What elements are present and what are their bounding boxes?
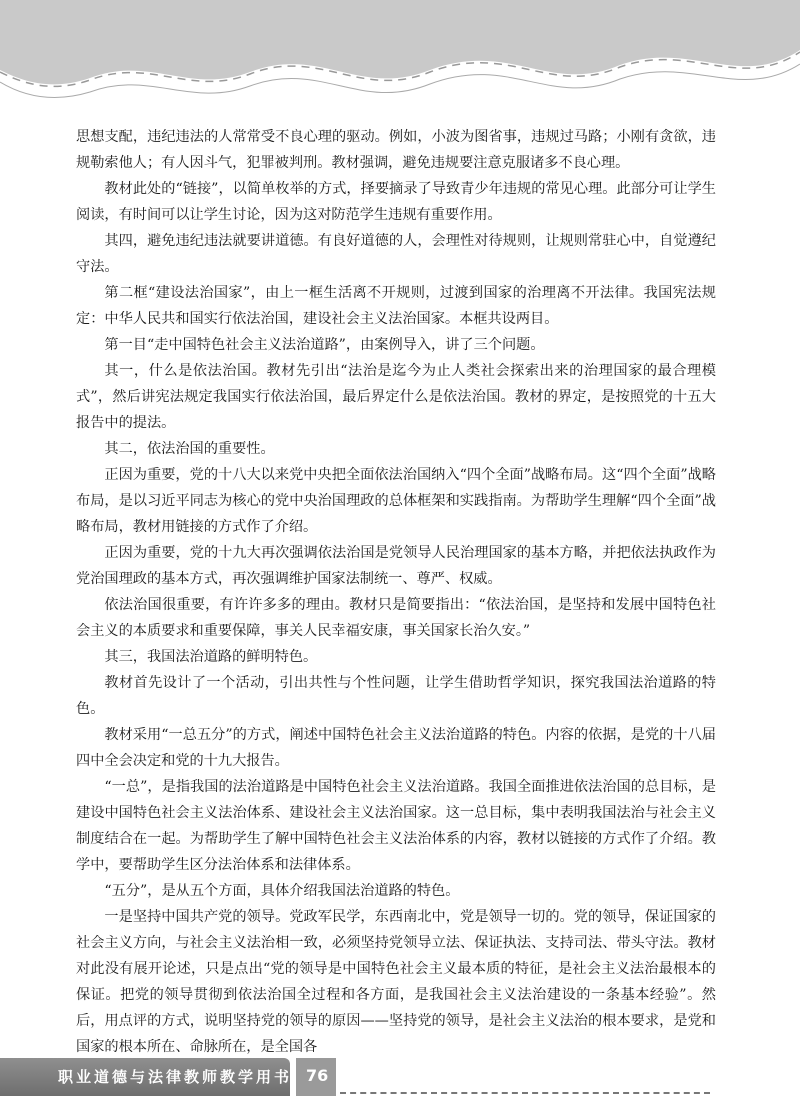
paragraph: 教材采用“一总五分”的方式，阐述中国特色社会主义法治道路的特色。内容的依据，是党的十八届四中全会决定和党的十九大报告。 <box>76 727 716 769</box>
paragraph: 其三，我国法治道路的鲜明特色。 <box>104 649 318 665</box>
paragraph: 思想支配，违纪违法的人常常受不良心理的驱动。例如，小波为图省事，违规过马路；小刚有贪欲，违规勒索他人；有人因斗气，犯罪被判刑。教材强调，避免违规要注意克服诸多不良心理。 <box>76 129 716 171</box>
paragraph: 教材此处的“链接”，以简单枚举的方式，择要摘录了导致青少年违规的常见心理。此部分可让学生阅读，有时间可以让学生讨论，因为这对防范学生违规有重要作用。 <box>76 181 716 223</box>
paragraph: “五分”，是从五个方面，具体介绍我国法治道路的特色。 <box>104 883 460 899</box>
paragraph: 其四，避免违纪违法就要讲道德。有良好道德的人，会理性对待规则，让规则常驻心中，自觉遵纪守法。 <box>76 233 716 275</box>
paragraph: 第二框“建设法治国家”，由上一框生活离不开规则，过渡到国家的治理离不开法律。我国宪法规定：中华人民共和国实行依法治国，建设社会主义法治国家。本框共设两目。 <box>76 285 716 327</box>
paragraph: 一是坚持中国共产党的领导。党政军民学，东西南北中，党是领导一切的。党的领导，保证国家的社会主义方向，与社会主义法治相一致，必须坚持党领导立法、保证执法、支持司法、带头守法。教材对此没有展开论述，只是点出“党的领导是中国特色社会主义最本质的特征，是社会主义法治最根本的保证。把党的领导贯彻到依法治国全过程和各方面，是我国社会主义法治建设的一条基本经验”。然后，用点评的方式，说明坚持党的领导的原因——坚持党的领导，是社会主义法治的根本要求，是党和国家的根本所在、命脉所在，是全国各 <box>76 909 716 1055</box>
body-text <box>76 124 716 1060</box>
paragraph: 依法治国很重要，有许许多多的理由。教材只是简要指出：“依法治国，是坚持和发展中国特色社会主义的本质要求和重要保障，事关人民幸福安康，事关国家长治久安。” <box>76 597 716 639</box>
paragraph: 第一目“走中国特色社会主义法治道路”，由案例导入，讲了三个问题。 <box>104 337 545 353</box>
footer-divider <box>340 1092 710 1094</box>
page-number: 76 <box>306 1066 329 1085</box>
paragraph: “一总”，是指我国的法治道路是中国特色社会主义法治道路。我国全面推进依法治国的总目标，是建设中国特色社会主义法治体系、建设社会主义法治国家。这一总目标，集中表明我国法治与社会主义制度结合在一起。为帮助学生了解中国特色社会主义法治体系的内容，教材以链接的方式作了介绍。教学中，要帮助学生区分法治体系和法律体系。 <box>76 779 716 873</box>
page-footer <box>0 1048 800 1108</box>
paragraph: 正因为重要，党的十九大再次强调依法治国是党领导人民治理国家的基本方略，并把依法执政作为党治国理政的基本方式，再次强调维护国家法制统一、尊严、权威。 <box>76 545 716 587</box>
paragraph: 教材首先设计了一个活动，引出共性与个性问题，让学生借助哲学知识，探究我国法治道路的特色。 <box>76 675 716 717</box>
paragraph: 正因为重要，党的十八大以来党中央把全面依法治国纳入“四个全面”战略布局。这“四个全面”战略布局，是以习近平同志为核心的党中央治国理政的总体框架和实践指南。为帮助学生理解“四个全面”战略布局，教材用链接的方式作了介绍。 <box>76 467 716 535</box>
paragraph: 其一，什么是依法治国。教材先引出“法治是迄今为止人类社会探索出来的治理国家的最合理模式”，然后讲宪法规定我国实行依法治国，最后界定什么是依法治国。教材的界定，是按照党的十五大报告中的提法。 <box>76 363 716 431</box>
paragraph: 其二，依法治国的重要性。 <box>104 441 275 457</box>
header-wave-decoration <box>0 0 800 130</box>
book-title: 职业道德与法律教师教学用书 <box>58 1068 293 1086</box>
